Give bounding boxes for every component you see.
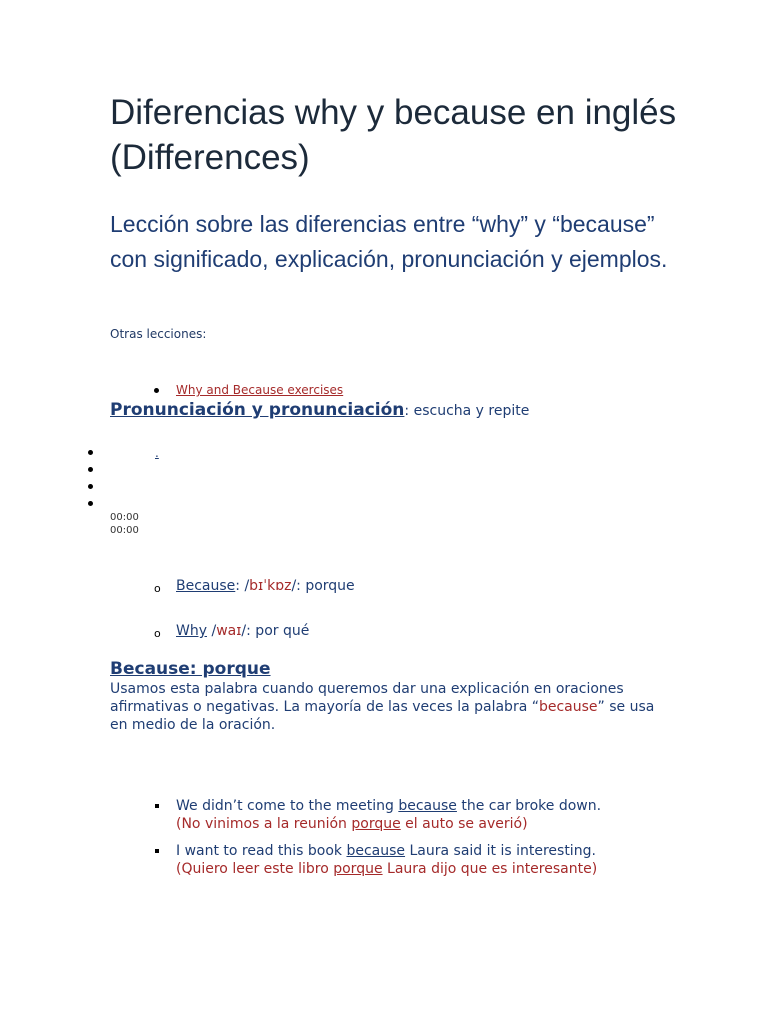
circle-bullet-icon: o <box>154 627 161 640</box>
pronunciation-heading-link[interactable]: Pronunciación y pronunciación <box>110 400 405 420</box>
pronunciation-word-link[interactable]: Because <box>176 578 236 594</box>
pronunciation-word-link[interactable]: Why <box>176 623 208 639</box>
keyword-because: because <box>398 798 457 814</box>
audio-control-bullet <box>88 450 93 455</box>
because-description: Usamos esta palabra cuando queremos dar una explicación en oraciones afirmativas o negativas. La mayoría de las veces la palabra “because” se usa en medio de la oración. <box>110 681 655 733</box>
example-english: I want to read this book because Laura said it is interesting. <box>176 843 596 859</box>
because-highlight: because <box>538 699 598 715</box>
list-bullet <box>154 388 159 393</box>
example-spanish: (Quiero leer este libro porque Laura dijo que es interesante) <box>176 861 598 877</box>
square-bullet-icon <box>155 804 159 808</box>
page-title: Diferencias why y because en inglés (Differences) <box>110 93 677 177</box>
pronunciation-item: Because: /bɪˈkɒz/: porque <box>176 578 355 594</box>
keyword-because: because <box>346 843 406 859</box>
pronunciation-heading-line <box>110 400 529 420</box>
audio-control-bullet <box>88 467 93 472</box>
audio-play-link[interactable]: . <box>155 446 159 460</box>
audio-total-time: 00:00 <box>110 525 139 536</box>
keyword-porque: porque <box>351 816 401 832</box>
example-english: We didn’t come to the meeting because the car broke down. <box>176 798 602 814</box>
ipa-text: bɪˈkɒz <box>249 578 292 594</box>
circle-bullet-icon: o <box>154 582 161 595</box>
because-heading-link[interactable]: Because: porque <box>110 659 271 679</box>
ipa-text: waɪ <box>216 623 242 639</box>
keyword-porque: porque <box>333 861 383 877</box>
pronunciation-item: Why /waɪ/: por qué <box>176 623 310 639</box>
example-item <box>176 842 696 878</box>
other-lessons-label: Otras lecciones: <box>110 327 207 341</box>
audio-control-bullet <box>88 501 93 506</box>
pronunciation-suffix: : escucha y repite <box>404 403 530 419</box>
lesson-subtitle: Lección sobre las diferencias entre “why” y “because” con significado, explicación, pronunciación y ejemplos. <box>110 211 668 272</box>
audio-current-time: 00:00 <box>110 512 139 523</box>
example-spanish: (No vinimos a la reunión porque el auto se averió) <box>176 816 528 832</box>
example-item <box>176 797 696 833</box>
square-bullet-icon <box>155 849 159 853</box>
audio-control-bullet <box>88 484 93 489</box>
link-why-because-exercises[interactable]: Why and Because exercises <box>176 383 344 397</box>
